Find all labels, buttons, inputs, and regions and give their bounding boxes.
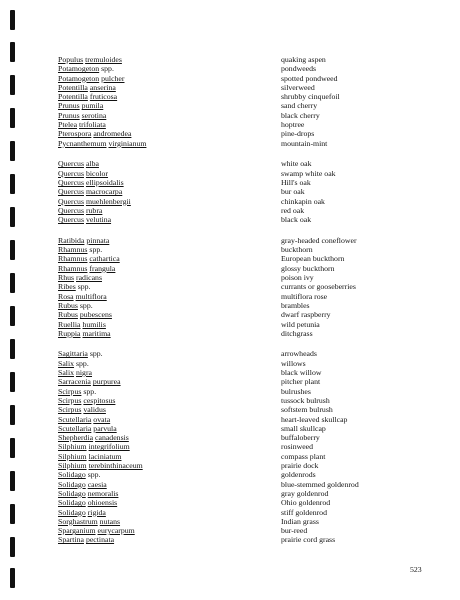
species-row — [58, 387, 418, 396]
species-row — [58, 310, 418, 319]
genus-name: Scirpus — [58, 405, 82, 415]
common-name: chinkapin oak — [281, 196, 325, 206]
species-epithet: serotina — [81, 110, 107, 120]
species-row — [58, 101, 418, 110]
genus-name: Sorghastrum — [58, 516, 98, 526]
species-epithet: nutans — [99, 516, 121, 526]
binding-hole — [10, 207, 15, 227]
genus-name: Ruppia — [58, 328, 81, 338]
binding-hole — [10, 537, 15, 557]
genus-name: Shepherdia — [58, 433, 94, 443]
genus-name: Salix — [58, 358, 75, 368]
common-name: hoptree — [281, 120, 305, 130]
spp-abbreviation: spp. — [75, 358, 89, 368]
scientific-name — [58, 526, 281, 535]
species-row — [58, 498, 418, 507]
species-row — [58, 254, 418, 263]
genus-name: Rubus — [58, 300, 78, 310]
species-row — [58, 139, 418, 148]
scientific-name — [58, 215, 281, 224]
genus-name: Scutellaria — [58, 414, 92, 424]
scientific-name — [58, 433, 281, 442]
species-epithet: trifoliata — [79, 120, 106, 130]
genus-name: Solidago — [58, 488, 86, 498]
species-row — [58, 187, 418, 196]
spiral-binding — [10, 0, 16, 600]
common-name: sand cherry — [281, 101, 318, 111]
species-row — [58, 517, 418, 526]
species-epithet: bicolor — [85, 168, 109, 178]
common-name: small skullcap — [281, 423, 326, 433]
scientific-name — [58, 236, 281, 245]
genus-name: Potamogeton — [58, 64, 100, 74]
species-epithet: alba — [85, 159, 99, 169]
common-name: black oak — [281, 215, 312, 225]
species-row — [58, 377, 418, 386]
species-epithet: validus — [83, 405, 106, 415]
species-epithet: frangula — [89, 263, 116, 273]
common-name: Indian grass — [281, 516, 319, 526]
species-epithet: integrifolium — [88, 442, 130, 452]
genus-name: Silphium — [58, 442, 87, 452]
genus-name: Ptelea — [58, 120, 78, 130]
genus-name: Quercus — [58, 205, 84, 215]
genus-name: Pycnanthemum — [58, 138, 107, 148]
spp-abbreviation: spp. — [89, 349, 103, 359]
genus-name: Rhamnus — [58, 254, 88, 264]
genus-name: Populus — [58, 55, 84, 64]
species-row — [58, 480, 418, 489]
binding-hole — [10, 240, 15, 260]
genus-name: Quercus — [58, 196, 84, 206]
species-row — [58, 405, 418, 414]
scientific-name — [58, 169, 281, 178]
common-name: glossy buckthorn — [281, 263, 335, 273]
genus-name: Silphium — [58, 451, 87, 461]
common-name: mountain-mint — [281, 138, 328, 148]
species-epithet: rubra — [85, 205, 103, 215]
species-epithet: terebinthinaceum — [88, 461, 143, 471]
species-group — [58, 55, 418, 148]
scientific-name — [58, 415, 281, 424]
scientific-name — [58, 159, 281, 168]
scientific-name — [58, 498, 281, 507]
common-name: goldenrods — [281, 470, 316, 480]
species-row — [58, 111, 418, 120]
species-row — [58, 301, 418, 310]
scientific-name — [58, 508, 281, 517]
common-name: white oak — [281, 159, 312, 169]
genus-name: Rosa — [58, 291, 74, 301]
species-row — [58, 452, 418, 461]
spp-abbreviation: spp. — [83, 386, 97, 396]
species-epithet: ellipsoidalis — [85, 177, 124, 187]
genus-name: Ruellia — [58, 319, 81, 329]
scientific-name — [58, 349, 281, 358]
species-epithet: virginianum — [108, 138, 147, 148]
common-name: currants or gooseberries — [281, 282, 356, 292]
common-name: heart-leaved skullcap — [281, 414, 348, 424]
scientific-name — [58, 111, 281, 120]
species-epithet: pulcher — [101, 73, 125, 83]
species-row — [58, 359, 418, 368]
species-group — [58, 349, 418, 544]
species-row — [58, 282, 418, 291]
species-row — [58, 215, 418, 224]
species-epithet: purpurea — [92, 377, 121, 387]
genus-name: Rubus — [58, 310, 78, 320]
common-name: multiflora rose — [281, 291, 328, 301]
common-name: rosinweed — [281, 442, 314, 452]
scientific-name — [58, 197, 281, 206]
common-name: arrowheads — [281, 349, 317, 359]
genus-name: Sarracenia — [58, 377, 91, 387]
species-epithet: eurycarpum — [97, 526, 135, 536]
common-name: poison ivy — [281, 273, 314, 283]
genus-name: Scutellaria — [58, 423, 92, 433]
species-epithet: laciniatum — [88, 451, 122, 461]
species-row — [58, 329, 418, 338]
binding-hole — [10, 438, 15, 458]
species-row — [58, 349, 418, 358]
scientific-name — [58, 120, 281, 129]
common-name: red oak — [281, 205, 305, 215]
common-name: black cherry — [281, 110, 320, 120]
genus-name: Solidago — [58, 470, 86, 480]
species-row — [58, 264, 418, 273]
species-epithet: nemoralis — [87, 488, 119, 498]
common-name: wild petunia — [281, 319, 320, 329]
common-name: silverweed — [281, 82, 315, 92]
common-name: bur oak — [281, 187, 305, 197]
binding-hole — [10, 405, 15, 425]
species-epithet: pinnata — [86, 235, 110, 245]
species-row — [58, 415, 418, 424]
scientific-name — [58, 74, 281, 83]
species-epithet: muehlenbergii — [85, 196, 131, 206]
scientific-name — [58, 359, 281, 368]
species-row — [58, 526, 418, 535]
common-name: prairie dock — [281, 461, 319, 471]
genus-name: Quercus — [58, 215, 84, 225]
scientific-name — [58, 368, 281, 377]
species-row — [58, 83, 418, 92]
species-epithet: ohioensis — [87, 498, 118, 508]
species-row — [58, 55, 418, 64]
genus-name: Rhus — [58, 273, 75, 283]
species-row — [58, 292, 418, 301]
binding-hole — [10, 75, 15, 95]
common-name: tussock bulrush — [281, 395, 330, 405]
species-epithet: cathartica — [89, 254, 120, 264]
genus-name: Quercus — [58, 168, 84, 178]
species-row — [58, 273, 418, 282]
scientific-name — [58, 245, 281, 254]
scientific-name — [58, 139, 281, 148]
species-row — [58, 320, 418, 329]
species-epithet: tremuloides — [85, 55, 122, 64]
binding-hole — [10, 372, 15, 392]
binding-hole — [10, 306, 15, 326]
binding-hole — [10, 42, 15, 62]
common-name: Ohio goldenrod — [281, 498, 331, 508]
species-epithet: cespitosus — [83, 395, 116, 405]
species-epithet: rigida — [87, 507, 106, 517]
spp-abbreviation: spp. — [79, 300, 93, 310]
scientific-name — [58, 129, 281, 138]
genus-name: Rhamnus — [58, 263, 88, 273]
common-name: bulrushes — [281, 386, 311, 396]
scientific-name — [58, 377, 281, 386]
scientific-name — [58, 329, 281, 338]
common-name: buckthorn — [281, 245, 313, 255]
binding-hole — [10, 108, 15, 128]
species-epithet: macrocarpa — [85, 187, 123, 197]
scientific-name — [58, 461, 281, 470]
genus-name: Pterospora — [58, 129, 92, 139]
scientific-name — [58, 178, 281, 187]
species-row — [58, 245, 418, 254]
binding-hole — [10, 174, 15, 194]
scientific-name — [58, 480, 281, 489]
scientific-name — [58, 273, 281, 282]
common-name: shrubby cinquefoil — [281, 92, 340, 102]
binding-hole — [10, 568, 15, 588]
species-row — [58, 197, 418, 206]
species-row — [58, 169, 418, 178]
species-row — [58, 178, 418, 187]
common-name: buffaloberry — [281, 433, 320, 443]
species-row — [58, 461, 418, 470]
species-epithet: multiflora — [75, 291, 107, 301]
species-group — [58, 159, 418, 224]
species-row — [58, 64, 418, 73]
genus-name: Solidago — [58, 479, 86, 489]
common-name: willows — [281, 358, 306, 368]
common-name: Hill's oak — [281, 177, 311, 187]
species-epithet: pubescens — [79, 310, 112, 320]
species-row — [58, 368, 418, 377]
species-row — [58, 489, 418, 498]
genus-name: Spartina — [58, 535, 84, 545]
species-row — [58, 442, 418, 451]
species-epithet: nigra — [75, 368, 93, 378]
species-row — [58, 396, 418, 405]
common-name: brambles — [281, 300, 310, 310]
species-epithet: humilis — [82, 319, 106, 329]
genus-name: Solidago — [58, 498, 86, 508]
binding-hole — [10, 504, 15, 524]
scientific-name — [58, 187, 281, 196]
species-epithet: velutina — [85, 215, 112, 225]
genus-name: Quercus — [58, 187, 84, 197]
common-name: softstem bulrush — [281, 405, 333, 415]
common-name: pitcher plant — [281, 377, 321, 387]
binding-hole — [10, 471, 15, 491]
species-row — [58, 159, 418, 168]
binding-hole — [10, 141, 15, 161]
scientific-name — [58, 254, 281, 263]
common-name: quaking aspen — [281, 55, 326, 64]
common-name: swamp white oak — [281, 168, 336, 178]
scientific-name — [58, 489, 281, 498]
scientific-name — [58, 470, 281, 479]
spp-abbreviation: spp. — [77, 282, 91, 292]
species-row — [58, 74, 418, 83]
common-name: ditchgrass — [281, 328, 313, 338]
genus-name: Ribes — [58, 282, 76, 292]
genus-name: Scirpus — [58, 386, 82, 396]
common-name: spotted pondweed — [281, 73, 338, 83]
common-name: black willow — [281, 368, 322, 378]
scientific-name — [58, 64, 281, 73]
species-epithet: ovata — [93, 414, 111, 424]
scientific-name — [58, 387, 281, 396]
genus-name: Quercus — [58, 159, 84, 169]
common-name: bur-reed — [281, 526, 308, 536]
scientific-name — [58, 206, 281, 215]
spp-abbreviation: spp. — [101, 64, 114, 74]
species-row — [58, 206, 418, 215]
species-row — [58, 433, 418, 442]
genus-name: Salix — [58, 368, 75, 378]
scientific-name — [58, 282, 281, 291]
common-name: dwarf raspberry — [281, 310, 331, 320]
scientific-name — [58, 396, 281, 405]
genus-name: Ratibida — [58, 235, 85, 245]
species-epithet: andromedea — [93, 129, 132, 139]
genus-name: Potamogeton — [58, 73, 100, 83]
common-name: European buckthorn — [281, 254, 345, 264]
species-epithet: parvula — [93, 423, 117, 433]
species-epithet: radicans — [76, 273, 102, 283]
genus-name: Silphium — [58, 461, 87, 471]
species-row — [58, 129, 418, 138]
spp-abbreviation: spp. — [89, 245, 103, 255]
species-epithet: maritima — [82, 328, 111, 338]
scientific-name — [58, 405, 281, 414]
common-name: blue-stemmed goldenrod — [281, 479, 359, 489]
scientific-name — [58, 535, 281, 544]
scientific-name — [58, 301, 281, 310]
scientific-name — [58, 452, 281, 461]
genus-name: Sparganium — [58, 526, 96, 536]
species-epithet: pectinata — [85, 535, 115, 545]
scientific-name — [58, 101, 281, 110]
species-epithet: fruticosa — [89, 92, 118, 102]
common-name: pondweeds — [281, 64, 317, 74]
species-row — [58, 535, 418, 544]
genus-name: Rhamnus — [58, 245, 88, 255]
scientific-name — [58, 320, 281, 329]
species-row — [58, 236, 418, 245]
common-name: gray goldenrod — [281, 488, 329, 498]
species-row — [58, 470, 418, 479]
page-number: 523 — [410, 565, 422, 574]
genus-name: Quercus — [58, 177, 84, 187]
species-list — [58, 55, 418, 556]
spp-abbreviation: spp. — [87, 470, 101, 480]
scientific-name — [58, 264, 281, 273]
genus-name: Scirpus — [58, 395, 82, 405]
common-name: stiff goldenrod — [281, 507, 327, 517]
scientific-name — [58, 310, 281, 319]
genus-name: Sagittaria — [58, 349, 88, 359]
scientific-name — [58, 424, 281, 433]
common-name: prairie cord grass — [281, 535, 336, 545]
species-row — [58, 424, 418, 433]
species-row — [58, 508, 418, 517]
genus-name: Prunus — [58, 110, 80, 120]
species-epithet: canadensis — [95, 433, 129, 443]
common-name: gray-headed coneflower — [281, 235, 357, 245]
scientific-name — [58, 292, 281, 301]
binding-hole — [10, 339, 15, 359]
scientific-name — [58, 92, 281, 101]
genus-name: Prunus — [58, 101, 80, 111]
scientific-name — [58, 442, 281, 451]
genus-name: Potentilla — [58, 82, 88, 92]
species-epithet: caesia — [87, 479, 107, 489]
common-name: pine-drops — [281, 129, 315, 139]
scientific-name — [58, 55, 281, 64]
species-epithet: pumila — [81, 101, 104, 111]
species-epithet: anserina — [89, 82, 116, 92]
scientific-name — [58, 517, 281, 526]
common-name: compass plant — [281, 451, 326, 461]
scientific-name — [58, 83, 281, 92]
genus-name: Potentilla — [58, 92, 88, 102]
species-row — [58, 120, 418, 129]
genus-name: Solidago — [58, 507, 86, 517]
species-group — [58, 236, 418, 338]
species-row — [58, 92, 418, 101]
binding-hole — [10, 273, 15, 293]
binding-hole — [10, 10, 15, 30]
